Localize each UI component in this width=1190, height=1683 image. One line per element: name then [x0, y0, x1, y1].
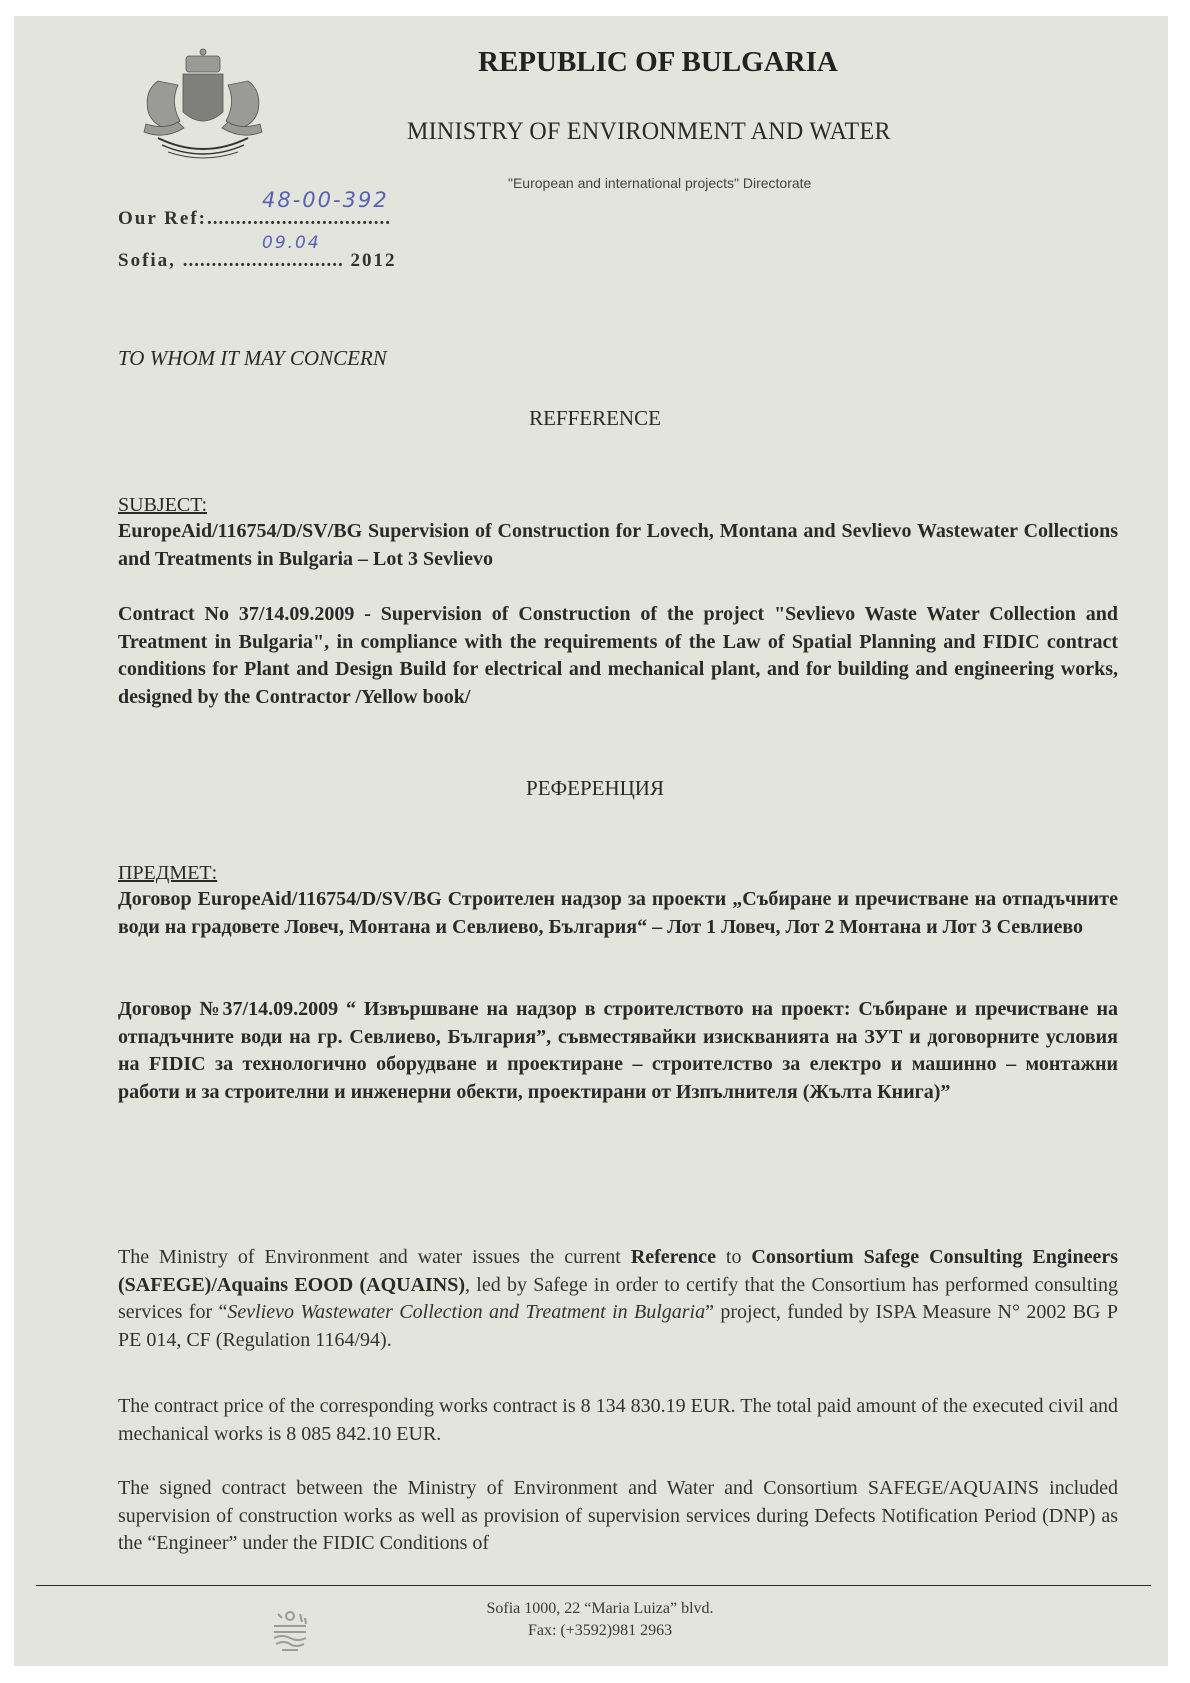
directorate-name: "European and international projects" Directorate [508, 175, 812, 191]
salutation: TO WHOM IT MAY CONCERN [118, 346, 387, 370]
footer-fax: Fax: (+3592)981 2963 [527, 1622, 673, 1639]
contract-text-bg: Договор №37/14.09.2009 “ Извършване на надзор в строителството на проект: Събиране и пречистване на отпадъчните води на гр. Севлиево, България”, съвместявайки изискванията на ЗУТ и договорните условия на FIDIC за технологично оборудване и проектиране – строителство за електро и машинно – монтажни работи и за строителни и инженерни обекти, проектирани от Изпълнителя (Жълта Книга)” [118, 998, 1118, 1103]
ministry-heading: MINISTRY OF ENVIRONMENT AND WATER [407, 118, 891, 145]
handwritten-ref-number: 48-00-392 [262, 188, 389, 212]
coat-of-arms-icon [128, 46, 278, 166]
bold-reference: Reference [630, 1246, 716, 1268]
our-ref-label: Our Ref: [118, 208, 207, 229]
date-line [118, 250, 396, 272]
date-dots: ............................ [182, 250, 344, 271]
footer-address: Sofia 1000, 22 “Maria Luiza” blvd. [486, 1600, 714, 1617]
ministry-logo-icon [272, 1608, 308, 1652]
country-heading: REPUBLIC OF BULGARIA [478, 46, 838, 78]
bold-consortium-name: Consortium Safege Consulting Engineers (SAFEGE)/Aquains EOOD (AQUAINS) [118, 1246, 1118, 1296]
year: 2012 [350, 250, 397, 271]
subject-text-en: EuropeAid/116754/D/SV/BG Supervision of Construction for Lovech, Montana and Sevlievo Wastewater Collections and Treatments in Bulgaria – Lot 3 Sevlievo [118, 520, 1118, 570]
body-paragraph-1 [118, 1244, 1118, 1354]
text: The Ministry of Environment and water issues the current [118, 1246, 631, 1268]
body-paragraph-3: The signed contract between the Ministry of Environment and Water and Consortium SAFEGE/AQUAINS included supervision of construction works as well as provision of supervision services during Defects Notification Period (DNP) as the “Engineer” under the FIDIC Conditions of [118, 1477, 1118, 1554]
contract-text-en: Contract No 37/14.09.2009 - Supervision of Construction of the project "Sevlievo Waste Water Collection and Treatment in Bulgaria", in compliance with the requirements of the Law of Spatial Planning and FIDIC contract conditions for Plant and Design Build for electrical and mechanical plant, and for building and engineering works, designed by the Contractor /Yellow book/ [118, 603, 1118, 708]
reference-title-en: REFFERENCE [529, 406, 661, 430]
reference-title-bg: РЕФЕРЕНЦИЯ [526, 776, 664, 800]
our-ref-dots: ................................ [207, 208, 391, 229]
subject-label-en: SUBJECT: [118, 494, 208, 516]
text: to [715, 1246, 752, 1268]
our-ref-line [118, 208, 391, 230]
subject-label-bg: ПРЕДМЕТ: [118, 862, 218, 884]
text: , led by Safege in order to certify that the Consortium has performed consulting services for “ [118, 1273, 1118, 1323]
handwritten-date: 09.04 [262, 233, 321, 253]
place-label: Sofia, [118, 250, 176, 271]
footer-divider [36, 1585, 1151, 1586]
text: ” project, funded by ISPA Measure N° 2002 BG P PE 014, CF (Regulation 1164/94). [118, 1301, 1118, 1351]
italic-project-name: Sevlievo Wastewater Collection and Treatment in Bulgaria [227, 1301, 706, 1323]
subject-text-bg: Договор EuropeAid/116754/D/SV/BG Строителен надзор за проекти „Събиране и пречистване на отпадъчните води на градовете Ловеч, Монтана и Севлиево, България“ – Лот 1 Ловеч, Лот 2 Монтана и Лот 3 Севлиево [118, 888, 1118, 938]
body-paragraph-2: The contract price of the corresponding works contract is 8 134 830.19 EUR. The total paid amount of the executed civil and mechanical works is 8 085 842.10 EUR. [118, 1395, 1118, 1445]
